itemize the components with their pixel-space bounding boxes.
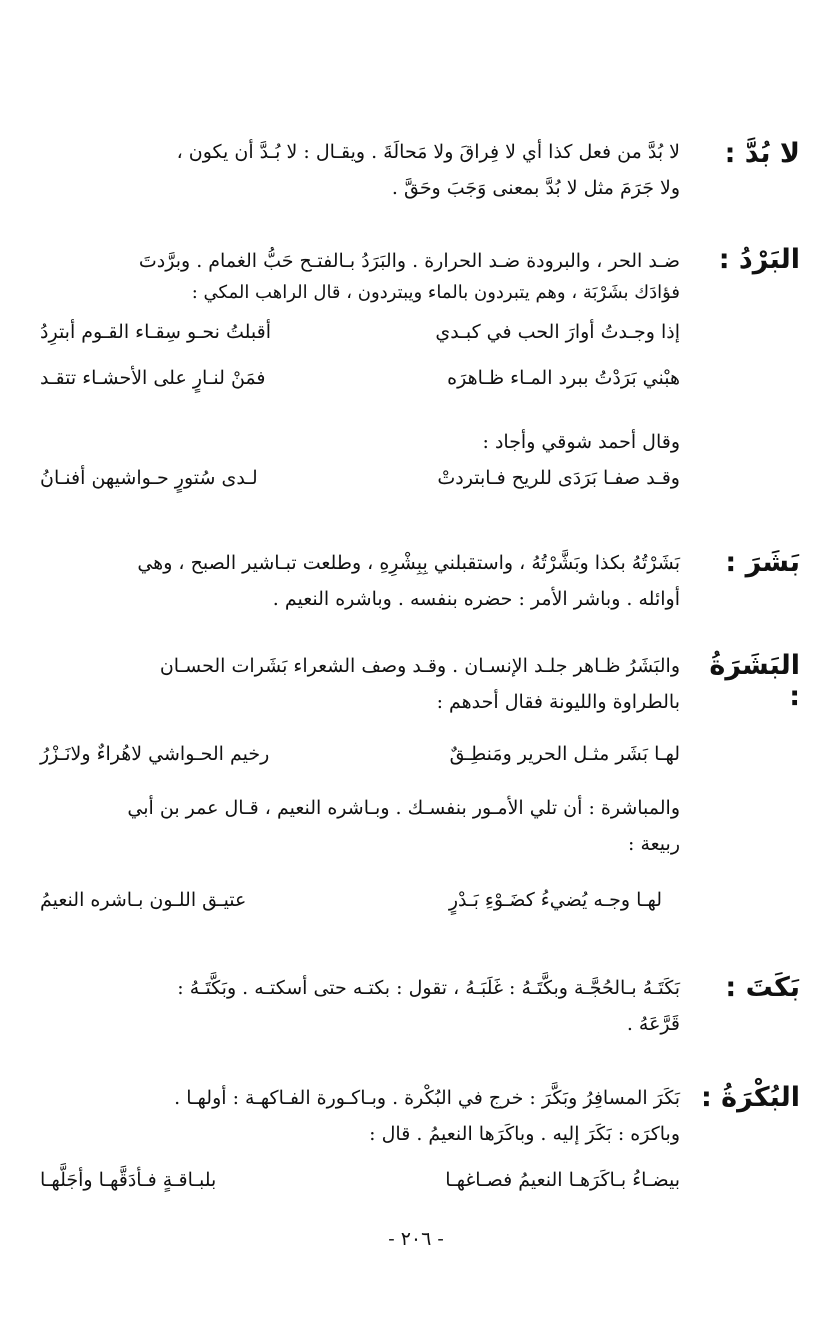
headword: بَكَتَ : (725, 972, 800, 1003)
verse (40, 878, 680, 922)
text-line: وقال أحمد شوقي وأجاد : (482, 431, 680, 453)
entry-al-bashara (40, 648, 800, 924)
verse-hemistich-first: وقـد صفـا بَرَدَى للريح فـابتردتْ (437, 467, 680, 489)
text-line: ولا جَرَمَ مثل لا بُدَّ بمعنى وَجَبَ وحَقَّ . (391, 177, 680, 199)
text-line: والمباشرة : أن تلي الأمـور بنفسـك . وبـاشره النعيم ، قـال عمر بن أبي (127, 797, 680, 819)
entry-body (40, 648, 680, 922)
verse-hemistich-second: عتيـق اللـون بـاشره النعيمُ (40, 889, 247, 911)
entry-la-budda (40, 134, 800, 206)
verse (40, 1158, 680, 1202)
text-line: بَكَتَـهُ بـالحُجَّـة وبكَّتَـهُ : غَلَبَـهُ ، تقول : بكتـه حتى أسكتـه . وبَكَّتَـهُ : (177, 977, 680, 999)
entry-body (40, 134, 680, 206)
text-line: فؤادَك بشَرْبَة ، وهم يتبردون بالماء ويبتردون ، قال الراهب المكي : (191, 282, 680, 303)
text-line: ضـد الحر ، والبرودة ضـد الحرارة . والبَرَدُ بـالفتـح حَبُّ الغمام . وبرَّدتَ (138, 250, 680, 272)
verse-hemistich-first: إذا وجـدتُ أوارَ الحب في كبـدي (435, 321, 680, 343)
text-line: بالطراوة والليونة فقال أحدهم : (436, 691, 680, 713)
entry-al-bukra (40, 1080, 800, 1204)
verse-hemistich-second: فمَنْ لنـارٍ على الأحشـاء تتقـد (40, 367, 266, 389)
entry-bakata (40, 970, 800, 1042)
entry-body (40, 1080, 680, 1202)
verse-hemistich-second: أقبلتُ نحـو سِقـاء القـوم أبترِدُ (40, 321, 272, 343)
text-line: لا بُدَّ من فعل كذا أي لا فِراقَ ولا مَحالَةَ . ويقـال : لا بُـدَّ أن يكون ، (176, 141, 680, 163)
page-number: - ٢٠٦ - (388, 1228, 444, 1250)
text-line: أوائله . وباشر الأمر : حضره بنفسه . وباشره النعيم . (272, 588, 680, 610)
entry-al-bard (40, 244, 800, 502)
verse-hemistich-first: هبْني بَرَدْتُ ببرد المـاء ظـاهرَه (447, 367, 680, 389)
verse-hemistich-second: رخيم الحـواشي لاهُراءٌ ولانَـزْرُ (40, 743, 270, 765)
verse (40, 732, 680, 776)
text-line: والبَشَرُ ظـاهر جلـد الإنسـان . وقـد وصف الشعراء بَشَرات الحسـان (159, 655, 680, 677)
text-line: بَكَرَ المسافِرُ وبَكَّرَ : خرج في البُكْرة . وبـاكـورة الفـاكهـة : أولهـا . (174, 1087, 680, 1109)
entry-body (40, 545, 680, 617)
verse-hemistich-first: بيضـاءُ بـاكَرَهـا النعيمُ فصـاغهـا (445, 1169, 680, 1191)
entry-body (40, 970, 680, 1042)
verse (40, 310, 680, 354)
headword: البَشَرَةُ : (709, 650, 800, 712)
text-line: وباكرَه : بَكَرَ إليه . وباكَرَها النعيمُ . قال : (369, 1123, 680, 1145)
verse (40, 356, 680, 400)
verse-hemistich-second: بلبـاقـةٍ فـأدَقَّهـا وأجَلَّهـا (40, 1169, 217, 1191)
verse-hemistich-first: لهـا وجـه يُضيءُ كضَـوْءِ بَـدْرٍ (448, 889, 662, 911)
verse (40, 456, 680, 500)
verse-hemistich-first: لهـا بَشَر مثـل الحرير ومَنطِـقٌ (449, 743, 680, 765)
headword: بَشَرَ : (725, 547, 800, 578)
headword: لا بُدَّ : (724, 138, 800, 169)
entry-bashara (40, 545, 800, 617)
text-line: قَرَّعَهُ . (626, 1013, 680, 1035)
headword: البُكْرَةُ : (700, 1082, 800, 1113)
text-line: ربيعة : (628, 833, 680, 855)
headword: البَرْدُ : (718, 244, 800, 275)
entry-body (40, 244, 680, 500)
text-line: بَشَرْتُهُ بكذا وبَشَّرْتُهُ ، واستقبلني بِبِشْرِهِ ، وطلعت تبـاشير الصبح ، وهي (137, 552, 680, 574)
verse-hemistich-second: لـدى سُتورٍ حـواشيهن أفنـانُ (40, 467, 258, 489)
